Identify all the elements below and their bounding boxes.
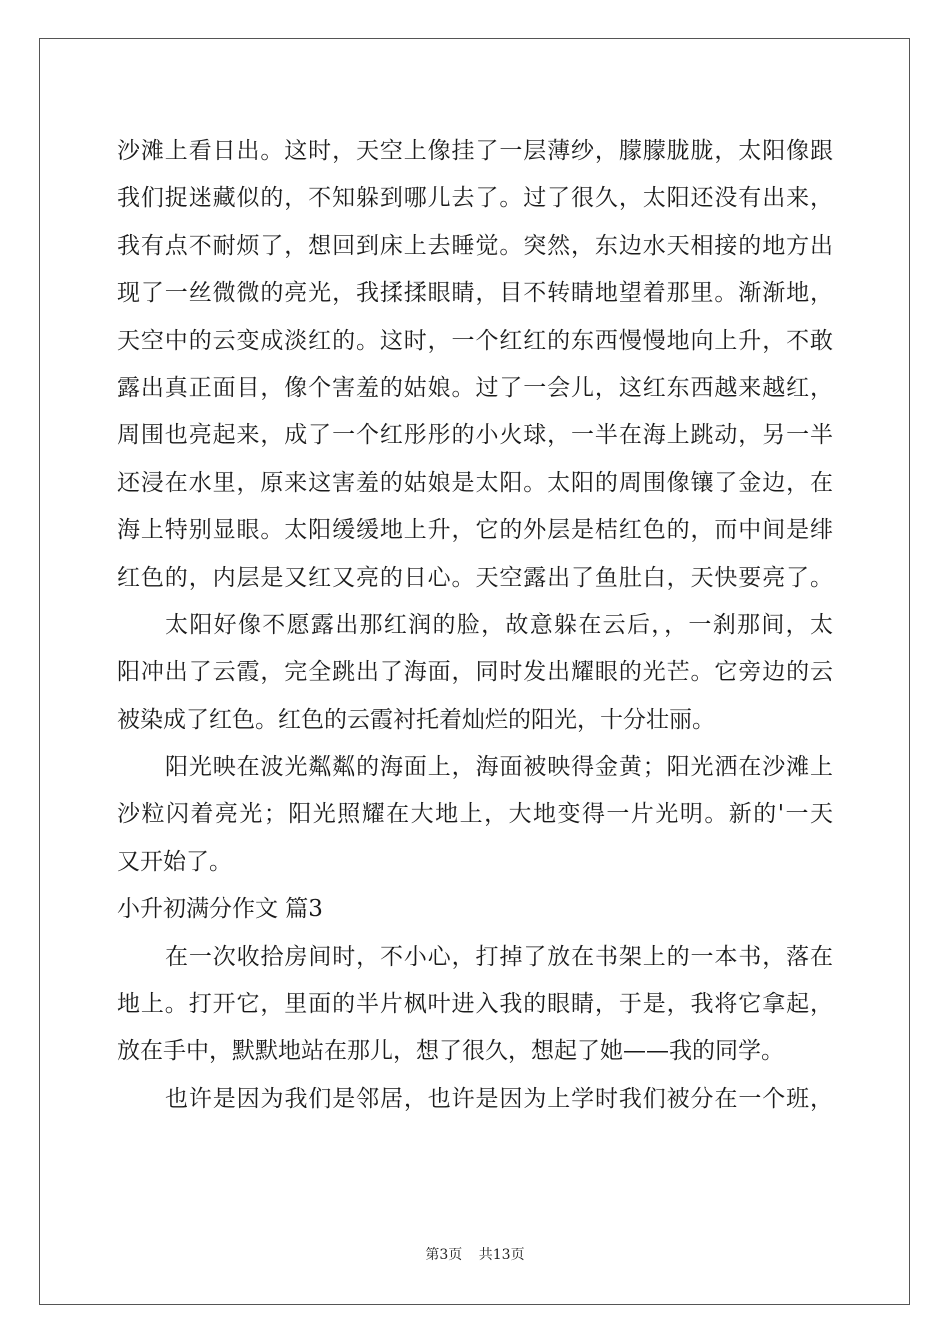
text-line-12: 阳冲出了云霞，完全跳出了海面，同时发出耀眼的光芒。它旁边的云 [117, 659, 833, 686]
text-line-15: 沙粒闪着亮光；阳光照耀在大地上，大地变得一片光明。新的'一天 [117, 801, 833, 828]
text-line-6: 露出真正面目，像个害羞的姑娘。过了一会儿，这红东西越来越红， [117, 374, 833, 401]
text-line-7: 周围也亮起来，成了一个红彤彤的小火球，一半在海上跳动，另一半 [117, 422, 833, 449]
text-line-21: 也许是因为我们是邻居，也许是因为上学时我们被分在一个班， [165, 1085, 833, 1112]
text-line-2: 我们捉迷藏似的，不知躲到哪儿去了。过了很久，太阳还没有出来， [117, 185, 833, 212]
page-number: 第3页 [425, 1247, 463, 1263]
text-line-5: 天空中的云变成淡红的。这时，一个红红的东西慢慢地向上升，不敢 [117, 327, 833, 354]
text-line-3: 我有点不耐烦了，想回到床上去睡觉。突然，东边水天相接的地方出 [117, 232, 833, 259]
text-line-18: 在一次收拾房间时，不小心，打掉了放在书架上的一本书，落在 [165, 943, 833, 970]
text-line-19: 地上。打开它，里面的半片枫叶进入我的眼睛，于是，我将它拿起， [117, 991, 833, 1018]
text-line-16: 又开始了。 [117, 848, 232, 875]
document-body [117, 128, 833, 1123]
text-line-8: 还浸在水里，原来这害羞的姑娘是太阳。太阳的周围像镶了金边，在 [117, 469, 833, 496]
text-line-20: 放在手中，默默地站在那儿，想了很久，想起了她——我的同学。 [117, 1038, 784, 1065]
text-line-10: 红色的，内层是又红又亮的日心。天空露出了鱼肚白，天快要亮了。 [117, 564, 833, 591]
text-line-13: 被染成了红色。红色的云霞衬托着灿烂的阳光，十分壮丽。 [117, 706, 715, 733]
text-line-11: 太阳好像不愿露出那红润的脸，故意躲在云后，，一刹那间，太 [165, 611, 833, 638]
text-line-4: 现了一丝微微的亮光，我揉揉眼睛，目不转睛地望着那里。渐渐地， [117, 280, 833, 307]
text-line-1: 沙滩上看日出。这时，天空上像挂了一层薄纱，朦朦胧胧，太阳像跟 [117, 138, 833, 164]
text-line-14: 阳光映在波光粼粼的海面上，海面被映得金黄；阳光洒在沙滩上 [165, 754, 833, 781]
page-footer [0, 1244, 950, 1264]
section-heading: 小升初满分作文 篇3 [117, 896, 323, 923]
text-line-9: 海上特别显眼。太阳缓缓地上升，它的外层是桔红色的，而中间是绯 [117, 517, 833, 544]
page-total: 共13页 [478, 1247, 525, 1263]
